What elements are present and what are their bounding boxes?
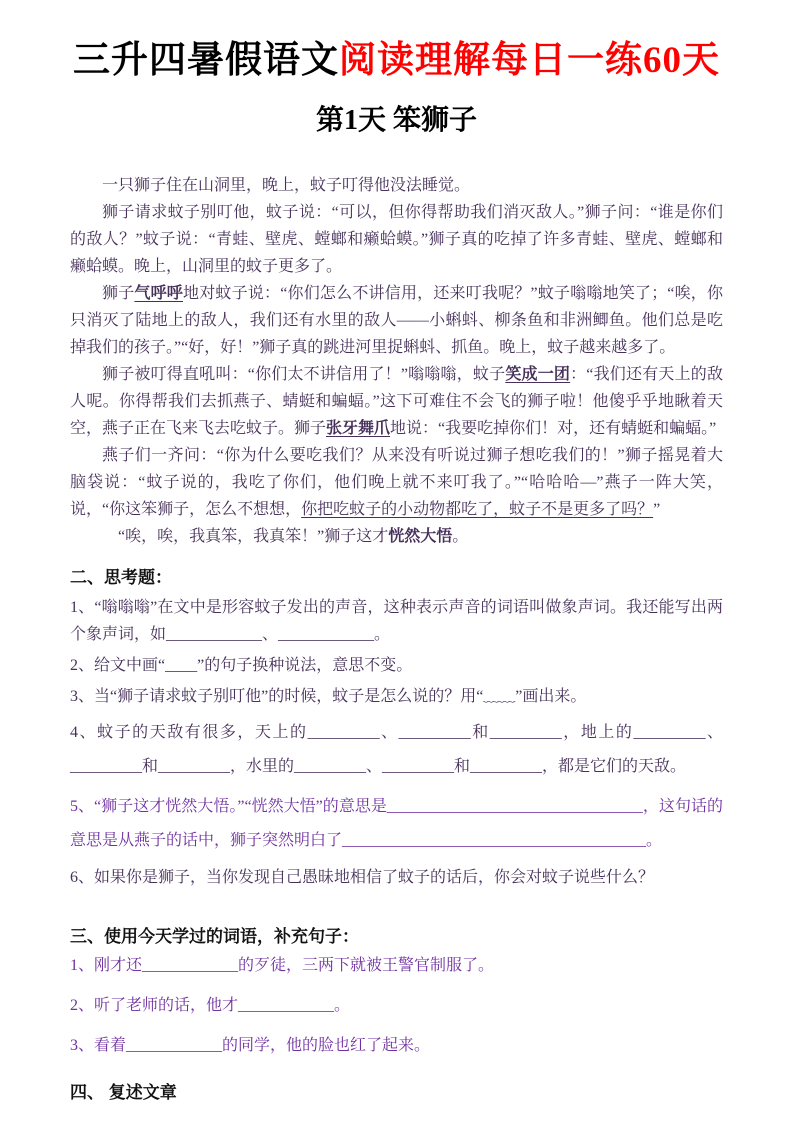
fill-item: 2、听了老师的话，他才____________。 <box>70 997 351 1014</box>
section-three-header: 三、使用今天学过的词语，补充句子： <box>70 927 359 946</box>
story-paragraph <box>70 523 723 550</box>
story-text-segment: 笑成一团 <box>505 366 571 383</box>
story-paragraphs <box>70 172 723 550</box>
lesson-title: 第1天 笨狮子 <box>315 105 477 136</box>
question-item: 1、“嗡嗡嗡”在文中是形容蚊子发出的声音，这种表示声音的词语叫做象声词。我还能写出两个象声词，如____________、____________。 <box>70 599 723 643</box>
story-text-segment: 。 <box>452 528 469 545</box>
story-text-segment: 地对蚊子说：“你们怎么不讲信用，还来叮我呢？”蚊子嗡嗡地笑了；“唉，你只消灭了陆地上的敌人，我们还有水里的敌人——小蝌蚪、柳条鱼和非洲鲫鱼。他们总是吃掉我们的孩子。”“好，好！”狮子真的跳进河里捉蝌蚪、抓鱼。晚上，蚊子越来越多了。 <box>70 285 723 356</box>
title-black: 三升四暑假语文 <box>73 40 339 81</box>
story-paragraph <box>70 199 723 280</box>
fill-list <box>70 953 723 1059</box>
fill-item: 3、看着____________的同学，他的脸也红了起来。 <box>70 1037 431 1054</box>
story-text-segment: 狮子请求蚊子别叮他，蚊子说：“可以，但你得帮助我们消灭敌人。”狮子问：“谁是你们的敌人？”蚊子说：“青蛙、壁虎、螳螂和癞蛤蟆。”狮子真的吃掉了许多青蛙、壁虎、螳螂和癞蛤蟆。晚上，山洞里的蚊子更多了。 <box>70 204 723 275</box>
question-list <box>70 594 723 891</box>
story-paragraph <box>70 172 723 199</box>
story-text-segment: 狮子被叮得直吼叫：“你们太不讲信用了！”嗡嗡嗡，蚊子 <box>102 366 506 383</box>
story-paragraph <box>70 442 723 523</box>
section-two-header: 二、思考题： <box>70 568 172 587</box>
story-text-segment: ” <box>653 501 661 518</box>
story-text-segment: ：“我们还有天上的敌人呢。你得帮我们去抓燕子、蜻蜓和蝙蝠。”这下可难住不会飞的狮子啦！他傻乎乎地瞅着天空，燕子正在飞来飞去吃蚊子。狮子 <box>70 366 723 437</box>
story-paragraph <box>70 280 723 361</box>
story-paragraph <box>70 361 723 442</box>
story-text-segment: 地说：“我要吃掉你们！对，还有蜻蜓和蝙蝠。” <box>390 420 717 437</box>
section-four-header: 四、 复述文章 <box>70 1083 177 1102</box>
story-text-segment: 气呼呼 <box>134 285 184 302</box>
story-text-segment: 一只狮子住在山洞里，晚上，蚊子叮得他没法睡觉。 <box>102 177 471 194</box>
story-text-segment: “唉，唉，我真笨，我真笨！”狮子这才 <box>118 528 389 545</box>
story-text-segment: 张牙舞爪 <box>326 420 391 437</box>
story-text-segment: 你把吃蚊子的小动物都吃了，蚊子不是更多了吗？ <box>301 501 654 518</box>
fill-item: 1、刚才还____________的歹徒，三两下就被王警官制服了。 <box>70 957 495 974</box>
question-item: 4、蚊子的天敌有很多，天上的_________、_________和_________，地上的_________、_________和_________，水里的_________、_________和_________，都是它们的天敌。 <box>70 724 723 775</box>
story-text-segment: 狮子 <box>102 285 135 302</box>
page-title <box>70 38 723 84</box>
story-text-segment: 恍然大悟 <box>388 528 453 545</box>
title-red: 阅读理解每日一练60天 <box>339 40 720 81</box>
story-text-segment: 燕子们一齐问：“你为什么要吃我们？从来没有听说过狮子想吃我们的！”狮子摇晃着大脑袋说：“蚊子说的，我吃了你们，他们晚上就不来叮我了。”“哈哈哈—”燕子一阵大笑，说，“你这笨狮子，怎么不想想， <box>70 447 723 518</box>
question-item: 6、如果你是狮子，当你发现自己愚昧地相信了蚊子的话后，你会对蚊子说些什么？ <box>70 869 655 886</box>
question-item: 2、给文中画“____”的句子换种说法，意思不变。 <box>70 657 413 674</box>
question-item: 3、当“狮子请求蚊子别叮他”的时候，蚊子是怎么说的？用“﹏﹏”画出来。 <box>70 688 587 705</box>
question-item: 5、“狮子这才恍然大悟。”“恍然大悟”的意思是________________________________，这句话的意思是从燕子的话中，狮子突然明白了______________________________________。 <box>70 798 723 849</box>
